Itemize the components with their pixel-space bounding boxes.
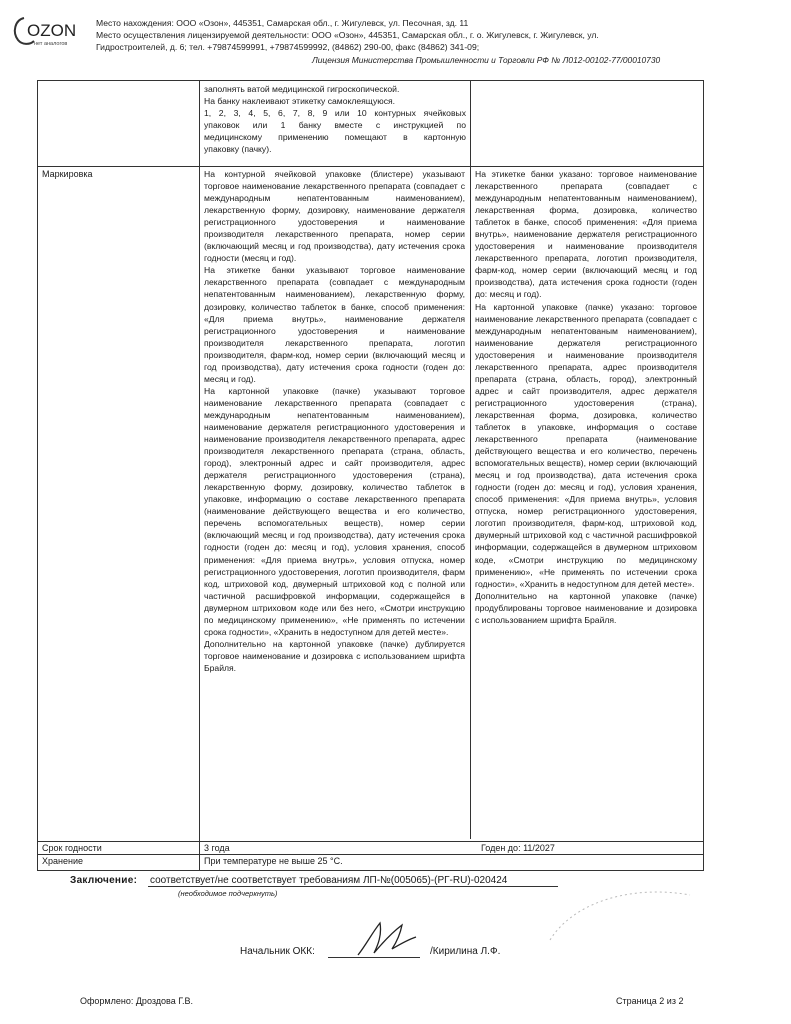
- storage-value: При температуре не выше 25 °С.: [204, 856, 343, 866]
- header-license: Лицензия Министерства Промышленности и Торговли РФ № Л012-00102-77/00010730: [312, 55, 661, 65]
- header-activity-place: Место осуществления лицензируемой деятельности: ООО «Озон», 445351, Самарская обл., г. о. Жигулевск, г. Жигулевск, ул.: [96, 30, 599, 40]
- ozon-logo: [10, 14, 84, 54]
- signature-name: /Кирилина Л.Ф.: [430, 946, 501, 957]
- conclusion-underline: [148, 886, 558, 887]
- spec-table: [37, 80, 704, 871]
- shelf-life-label: Срок годности: [42, 843, 102, 853]
- logo-subtitle: нет аналогов: [34, 41, 68, 47]
- marking-requirements: На контурной ячейковой упаковке (блистере) указывают торговое наименование лекарственного препарата (совпадает с международным непатентованным наименованием), лекарственную форму, дозировку, наименование держателя регистрационного удостоверения и наименование производителя лекарственного препарата, номер серии (включающий месяц и год производства), дату истечения срока годности (месяц и год). На этикетке банки указывают торговое наименование лекарственного препарата (совпадает с международным непатентованным наименованием), лекарственную форму, дозировку, количество таблеток в банке, способ применения: «Для приема внутрь», наименование держателя регистрационного удостоверения и наименование производителя лекарственного препарата, логотип производителя, фарм-код, номер серии (включающий месяц и год производства), дату истечения срока годности (годен до: месяц и год). На картонной упаковке (пачке) указывают торговое наименование лекарственного препарата (совпадает с международным непатентованным наименованием), наименование держателя регистрационного удостоверения и наименование производителя лекарственного препарата, адрес производителя лекарственного препарата (страна, область, город), электронный адрес и сайт производителя, адрес держателя регистрационного удостоверения (страна), лекарственную форму, дозировку, количество таблеток в упаковке, информацию о составе лекарственного препарата (наименование действующего вещества и его количество, перечень вспомогательных веществ), номер серии (включающий месяц и год производства), дату истечения срока годности (годен до: месяц и год), условия хранения, способ применения: «Для приема внутрь», условия отпуска, номер регистрационного удостоверения, логотип производителя, фарм код, штриховой код, двумерный штриховой код с полной или частичной расшифровкой информации, содержащейся в двумерном штриховом коде или без него, «Смотри инструкцию по медицинскому применению», «Не применять по истечении срока годности», «Хранить в недоступном для детей месте». Дополнительно на картонной упаковке (пачке) дублируется торговое наименование и дозировка с использованием шрифта Брайля.: [204, 169, 465, 673]
- conclusion-text: соответствует/не соответствует требованиям ЛП-№(005065)-(РГ-RU)-020424: [150, 875, 508, 886]
- signature-label: Начальник ОКК:: [240, 946, 315, 957]
- signature-mark: [350, 915, 420, 960]
- marking-label: Маркировка: [42, 169, 93, 179]
- packaging-text: заполнять ватой медицинской гигроскопической. На банку наклеивают этикетку самоклеящуюся. 1, 2, 3, 4, 5, 6, 7, 8, 9 или 10 контурных ячейковых упаковок или 1 банку вместе с инструкцией по медицинскому применению помещают в картонную упаковку (пачку).: [204, 84, 466, 155]
- conclusion-note: (необходимое подчеркнуть): [178, 889, 278, 898]
- header-contacts: Гидростроителей, д. 6; тел. +79874599991, +79874599992, (84862) 290-00, факс (84862) 341-09;: [96, 42, 480, 52]
- stamp-mark: [545, 880, 695, 950]
- conclusion-label: Заключение:: [70, 875, 138, 886]
- header-address: Место нахождения: ООО «Озон», 445351, Самарская обл., г. Жигулевск, ул. Песочная, зд. 11: [96, 18, 469, 28]
- page-number: Страница 2 из 2: [616, 996, 684, 1006]
- shelf-life-actual: Годен до: 11/2027: [481, 843, 555, 853]
- logo-text: OZON: [27, 21, 77, 40]
- shelf-life-value: 3 года: [204, 843, 230, 853]
- storage-label: Хранение: [42, 856, 83, 866]
- prepared-by: Оформлено: Дроздова Г.В.: [80, 996, 193, 1006]
- marking-actual: На этикетке банки указано: торговое наименование лекарственного препарата (совпадает с международным непатентованным наименованием), лекарственная форма, дозировка, количество таблеток в банке, способ применения: «Для приема внутрь», наименование держателя регистрационного удостоверения и наименование производителя лекарственного препарата, логотип производителя, фарм-код, номер серии (включающий месяц и год производства), дата истечения срока годности (годен до: месяц и год). На картонной упаковке (пачке) указано: торговое наименование лекарственного препарата (совпадает с международным непатентованым наименованием), наименование держателя регистрационного удостоверения и наименование производителя лекарственного препарата, адрес производителя препарата (страна, область, город), электронный адрес и сайт производителя, адрес держателя регистрационного удостоверения (страна), лекарственная форма, дозировка, количество таблеток в упаковке, информация о составе лекарственного препарата (наименование действующего вещества и его количество, перечень вспомогательных веществ), номер серии (включающий месяц и год производства), дата истечения срока годности (годен до: месяц и год), условия хранения, способ применения: «Для приема внутрь», условия отпуска, номер регистрационного удостоверения, логотип производителя, фарм-код, штриховой код, двумерный штриховой код с частичной расшифровкой информации, содержащейся в двумерном штриховом коде, «Смотри инструкцию по медицинскому применению», «Не применять по истечении срока годности», «Хранить в недоступном для детей месте». Дополнительно на картонной упаковке (пачке) продублированы торговое наименование и дозировка с использованием шрифта Брайля.: [475, 169, 697, 625]
